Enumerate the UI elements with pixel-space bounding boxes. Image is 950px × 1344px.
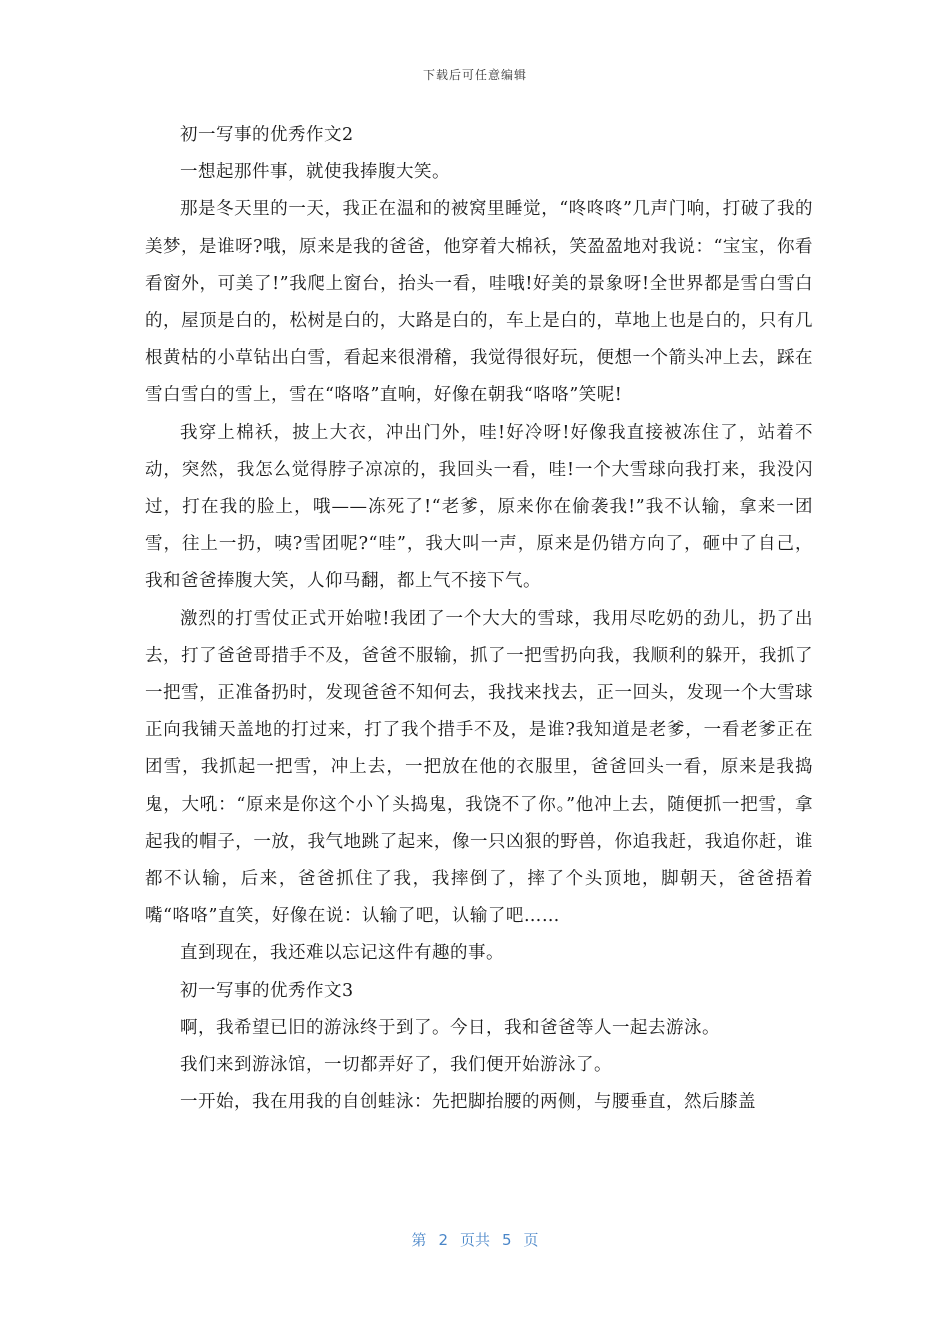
current-page-number: 2: [438, 1231, 448, 1249]
paragraph: 我穿上棉袄，披上大衣，冲出门外，哇!好冷呀!好像我直接被冻住了，站着不动，突然，我怎么觉得脖子凉凉的，我回头一看，哇!一个大雪球向我打来，我没闪过，打在我的脸上，哦——冻死了!“老爹，原来你在偷袭我!”我不认输，拿来一团雪，往上一扔，咦?雪团呢?“哇”，我大叫一声，原来是仍错方向了，砸中了自己，我和爸爸捧腹大笑，人仰马翻，都上气不接下气。: [145, 422, 813, 592]
document-body: [145, 117, 813, 1121]
paragraph: 直到现在，我还难以忘记这件有趣的事。: [180, 943, 504, 964]
paragraph: 激烈的打雪仗正式开始啦!我团了一个大大的雪球，我用尽吃奶的劲儿，扔了出去，打了爸爸哥措手不及，爸爸不服输，抓了一把雪扔向我，我顺利的躲开，我抓了一把雪，正准备扔时，发现爸爸不知何去，我找来找去，正一回头，发现一个大雪球正向我铺天盖地的打过来，打了我个措手不及，是谁?我知道是老爹，一看老爹正在团雪，我抓起一把雪，冲上去，一把放在他的衣服里，爸爸回头一看，原来是我捣鬼，大吼：“原来是你这个小丫头捣鬼，我饶不了你。”他冲上去，随便抓一把雪，拿起我的帽子，一放，我气地跳了起来，像一只凶狠的野兽，你追我赶，我追你赶，谁都不认输，后来，爸爸抓住了我，我摔倒了，摔了个头顶地，脚朝天，爸爸捂着嘴“咯咯”直笑，好像在说：认输了吧，认输了吧……: [145, 608, 813, 927]
section-title: 初一写事的优秀作文3: [180, 980, 354, 1001]
page-header: 下载后可任意编辑: [422, 68, 527, 82]
paragraph: 那是冬天里的一天，我正在温和的被窝里睡觉，“咚咚咚”几声门响，打破了我的美梦，是谁呀?哦，原来是我的爸爸，他穿着大棉袄，笑盈盈地对我说：“宝宝，你看看窗外，可美了!”我爬上窗台，抬头一看，哇哦!好美的景象呀!全世界都是雪白雪白的，屋顶是白的，松树是白的，大路是白的，车上是白的，草地上也是白的，只有几根黄枯的小草钻出白雪，看起来很滑稽，我觉得很好玩，便想一个箭头冲上去，踩在雪白雪白的雪上，雪在“咯咯”直响，好像在朝我“咯咯”笑呢!: [145, 199, 813, 406]
footer-label: 页: [523, 1231, 539, 1249]
footer-label: 页共: [459, 1231, 490, 1249]
section-title: 初一写事的优秀作文2: [180, 125, 354, 145]
footer-label: 第: [411, 1231, 427, 1249]
paragraph: 啊，我希望已旧的游泳终于到了。今日，我和爸爸等人一起去游泳。: [180, 1017, 720, 1038]
paragraph: 一开始，我在用我的自创蛙泳：先把脚抬腰的两侧，与腰垂直，然后膝盖: [180, 1092, 756, 1113]
paragraph: 我们来到游泳馆，一切都弄好了，我们便开始游泳了。: [180, 1055, 612, 1076]
paragraph: 一想起那件事，就使我捧腹大笑。: [180, 162, 450, 183]
page-footer: [0, 1229, 950, 1250]
total-pages-number: 5: [502, 1231, 512, 1249]
